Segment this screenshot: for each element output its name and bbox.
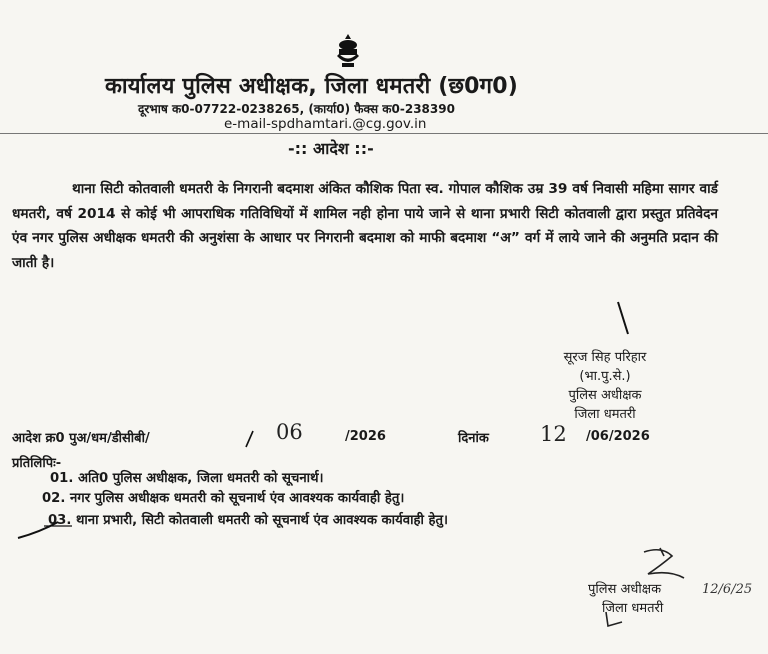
footer-designation: पुलिस अधीक्षक — [588, 582, 662, 597]
signatory-name: सूरज सिह परिहार — [563, 350, 647, 365]
footer-signature-block — [588, 580, 718, 618]
handwritten-date: 12/6/25 — [702, 582, 753, 597]
order-number: 06 — [276, 420, 303, 444]
signature-stroke — [618, 302, 628, 334]
order-reference-line — [12, 428, 150, 446]
copy-item-3: 03. थाना प्रभारी, सिटी कोतवाली धमतरी को सूचनार्थ एंव आवश्यक कार्यवाही हेतु। — [48, 513, 449, 528]
order-heading: -:: आदेश ::- — [288, 139, 374, 158]
footer-signature-scribble — [644, 548, 684, 578]
signatory-designation: पुलिस अधीक्षक — [568, 388, 642, 403]
police-emblem-icon — [330, 32, 366, 70]
footer-district: जिला धमतरी — [602, 601, 664, 616]
copy-item-2: 02. नगर पुलिस अधीक्षक धमतरी को सूचनार्थ एंव आवश्यक कार्यवाही हेतु। — [42, 491, 405, 506]
header-divider — [0, 133, 768, 134]
email-address: e-mail-spdhamtari.@cg.gov.in — [224, 116, 427, 132]
order-body-paragraph: थाना सिटी कोतवाली धमतरी के निगरानी बदमाश अंकित कौशिक पिता स्व. गोपाल कौशिक उम्र 39 वर्ष निवासी महिमा सागर वार्ड धमतरी, वर्ष 2014 से कोई भी आपराधिक गतिविधियों में शामिल नही होना पाये जाने से थाना प्रभारी सिटी कोतवाली द्वारा प्रस्तुत प्रतिवेदन एंव नगर पुलिस अधीक्षक धमतरी की अनुशंसा के आधार पर निगरानी बदमाश को माफी बदमाश “अ” वर्ग में लाये जाने की अनुमति प्रदान की जाती है। — [12, 181, 718, 271]
phone-fax-line: दूरभाष क0-07722-0238265, (कार्या0) फैक्स क0-238390 — [138, 102, 455, 116]
date-day: 12 — [540, 422, 567, 446]
order-ref-year: /2026 — [345, 429, 386, 444]
signatory-block — [530, 348, 680, 424]
office-title: कार्यालय पुलिस अधीक्षक, जिला धमतरी (छ0ग0) — [105, 74, 518, 99]
date-label: दिनांक — [458, 431, 489, 446]
date-month-year: /06/2026 — [586, 429, 650, 444]
signatory-district: जिला धमतरी — [574, 407, 636, 422]
copy-to-label: प्रतिलिपिः- — [12, 456, 62, 471]
ref-slash-1 — [246, 431, 253, 447]
signatory-service: (भा.पु.से.) — [579, 369, 631, 384]
order-ref-prefix: आदेश क्र0 पुअ/धम/डीसीबी/ — [12, 431, 150, 446]
copy-item-1: 01. अति0 पुलिस अधीक्षक, जिला धमतरी को सूचनार्थ। — [50, 471, 324, 486]
